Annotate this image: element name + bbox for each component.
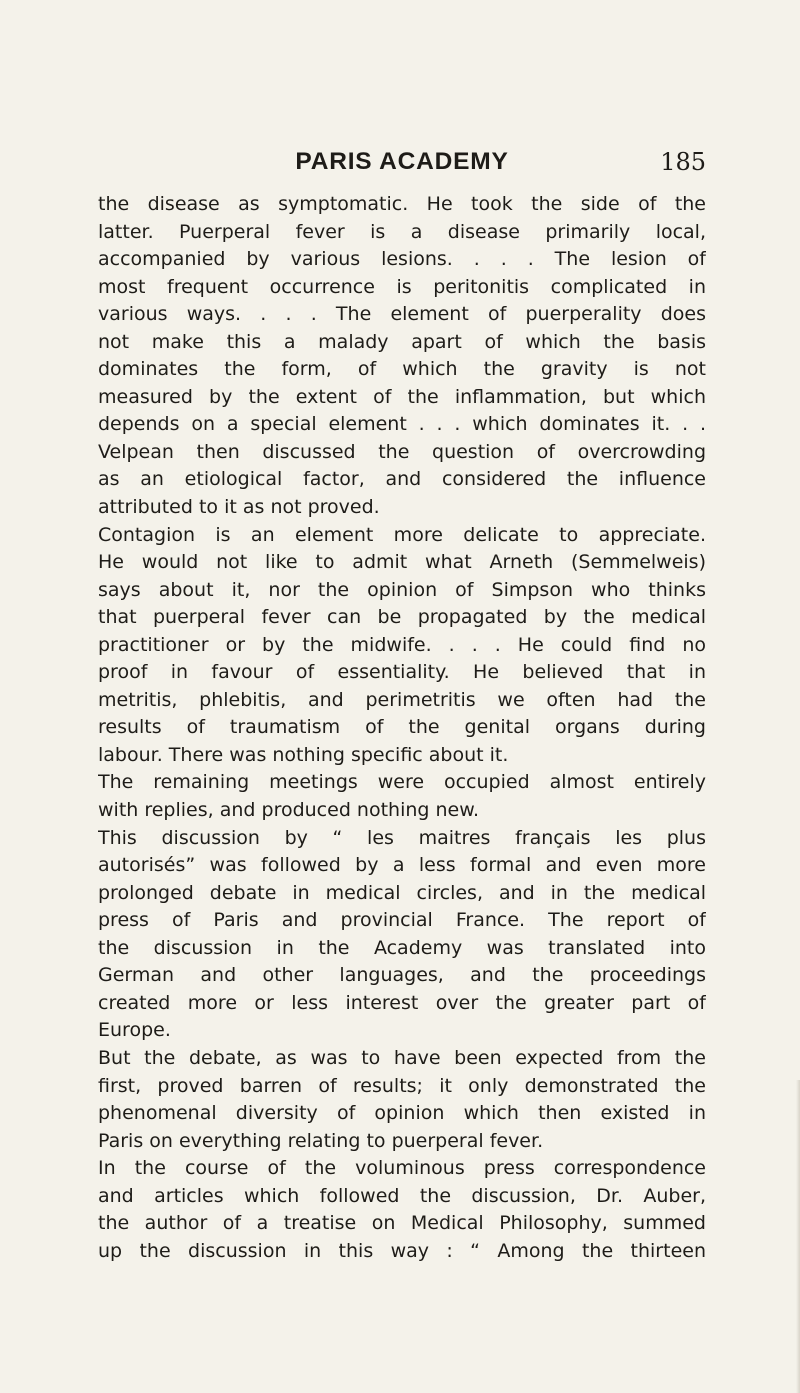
text-line: results of traumatism of the genital organs during bbox=[98, 716, 706, 739]
text-line: attributed to it as not proved. bbox=[98, 496, 380, 519]
text-line: latter. Puerperal fever is a disease primarily local, bbox=[98, 220, 706, 243]
text-line: depends on a special element . . . which dominates it. . . bbox=[98, 413, 706, 436]
text-line: practitioner or by the midwife. . . . He could find no bbox=[98, 633, 706, 656]
text-line: dominates the form, of which the gravity is not bbox=[98, 358, 706, 381]
text-line: the disease as symptomatic. He took the side of the bbox=[98, 193, 706, 215]
text-line: up the discussion in this way : “ Among the thirteen bbox=[98, 1239, 706, 1262]
text-line: But the debate, as was to have been expected from the bbox=[98, 1046, 706, 1069]
text-line: and articles which followed the discussion, Dr. Auber, bbox=[98, 1184, 706, 1207]
page-edge-shadow bbox=[796, 1080, 800, 1393]
text-line: Contagion is an element more delicate to appreciate. bbox=[98, 523, 706, 546]
text-line: The remaining meetings were occupied almost entirely bbox=[98, 771, 706, 794]
text-line: proof in favour of essentiality. He believed that in bbox=[98, 661, 706, 684]
text-line: He would not like to admit what Arneth (Semmelweis) bbox=[98, 551, 706, 574]
text-line: not make this a malady apart of which the basis bbox=[98, 330, 706, 353]
text-line: created more or less interest over the greater part of bbox=[98, 991, 706, 1014]
text-line: Paris on everything relating to puerperal fever. bbox=[98, 1129, 544, 1152]
text-line: as an etiological factor, and considered the influence bbox=[98, 468, 706, 491]
text-line: labour. There was nothing specific about it. bbox=[98, 743, 509, 766]
text-line: German and other languages, and the proceedings bbox=[98, 964, 706, 987]
body-text bbox=[98, 191, 706, 1265]
text-line: Europe. bbox=[98, 1019, 171, 1042]
text-line: that puerperal fever can be propagated by the medical bbox=[98, 606, 706, 629]
text-line: the author of a treatise on Medical Philosophy, summed bbox=[98, 1212, 706, 1235]
text-line: most frequent occurrence is peritonitis complicated in bbox=[98, 275, 706, 298]
text-line: with replies, and produced nothing new. bbox=[98, 799, 480, 822]
text-line: accompanied by various lesions. . . . The lesion of bbox=[98, 248, 706, 271]
text-line: measured by the extent of the inflammation, but which bbox=[98, 385, 706, 408]
text-line: Velpean then discussed the question of overcrowding bbox=[98, 440, 706, 463]
text-line: metritis, phlebitis, and perimetritis we often had the bbox=[98, 688, 706, 711]
text-line: autorisés” was followed by a less formal and even more bbox=[98, 854, 706, 877]
text-line: press of Paris and provincial France. The report of bbox=[98, 909, 706, 932]
text-line: In the course of the voluminous press correspondence bbox=[98, 1157, 706, 1180]
text-line: phenomenal diversity of opinion which then existed in bbox=[98, 1102, 706, 1125]
text-line: the discussion in the Academy was translated into bbox=[98, 936, 706, 959]
text-line: various ways. . . . The element of puerperality does bbox=[98, 303, 706, 326]
text-line: prolonged debate in medical circles, and in the medical bbox=[98, 881, 706, 904]
text-line: says about it, nor the opinion of Simpson who thinks bbox=[98, 578, 706, 601]
text-line: first, proved barren of results; it only demonstrated the bbox=[98, 1074, 706, 1097]
text-line: This discussion by “ les maitres français les plus bbox=[98, 826, 706, 849]
page-header bbox=[98, 148, 706, 178]
running-head: PARIS ACADEMY bbox=[295, 148, 509, 175]
page-number: 185 bbox=[660, 148, 706, 176]
